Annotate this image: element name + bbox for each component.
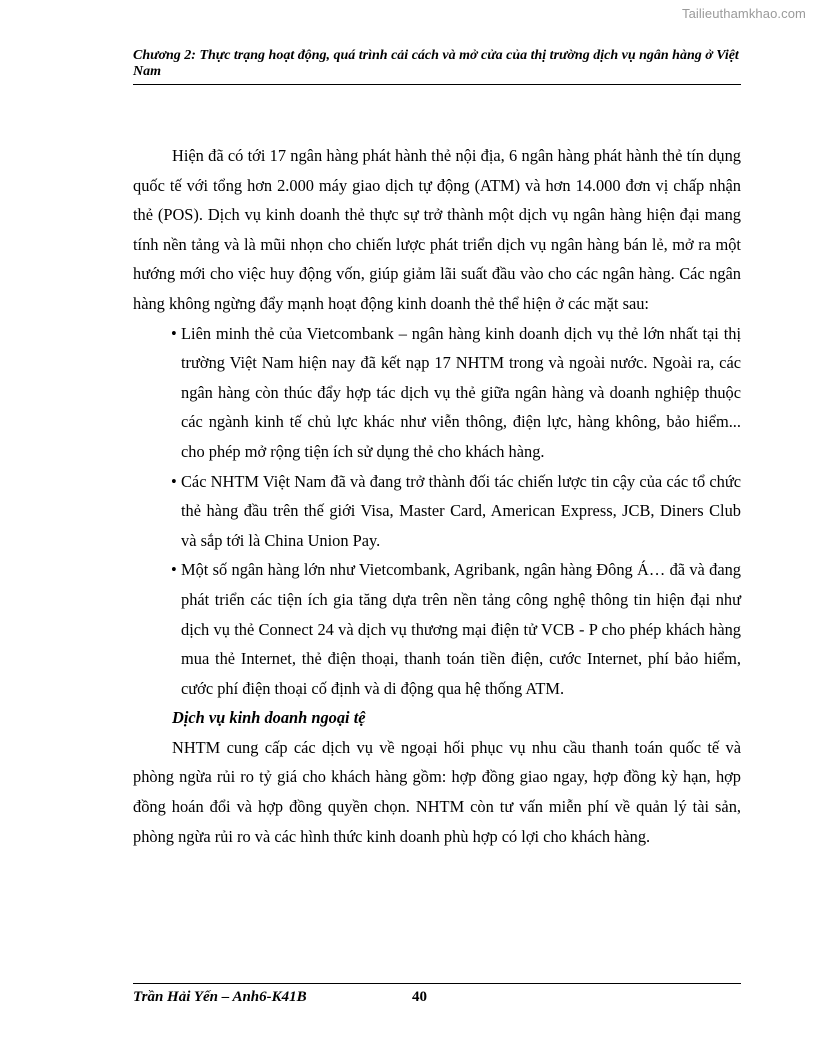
section-subheading: Dịch vụ kinh doanh ngoại tệ	[172, 708, 366, 728]
intro-paragraph: Hiện đã có tới 17 ngân hàng phát hành thẻ nội địa, 6 ngân hàng phát hành thẻ tín dụng quốc tế với tổng hơn 2.000 máy giao dịch tự động (ATM) và hơn 14.000 đơn vị chấp nhận thẻ (POS). Dịch vụ kinh doanh thẻ thực sự trở thành một dịch vụ ngân hàng hiện đại mang tính nền tảng và là mũi nhọn cho chiến lược phát triển dịch vụ ngân hàng bán lẻ, mở ra một hướng mới cho việc huy động vốn, giúp giảm lãi suất đầu vào cho các ngân hàng. Các ngân hàng không ngừng đẩy mạnh hoạt động kinh doanh thẻ thể hiện ở các mặt sau:	[133, 146, 741, 313]
list-item-text: Các NHTM Việt Nam đã và đang trở thành đối tác chiến lược tin cậy của các tổ chức thẻ hàng đầu trên thế giới Visa, Master Card, American Express, JCB, Diners Club và sắp tới là China Union Pay.	[181, 471, 741, 550]
list-item	[133, 319, 741, 467]
list-item	[133, 555, 741, 703]
watermark: Tailieuthamkhao.com	[681, 6, 806, 21]
chapter-header: Chương 2: Thực trạng hoạt động, quá trình cải cách và mở cửa của thị trường dịch vụ ngân hàng ở Việt Nam	[133, 48, 739, 79]
footer-author: Trần Hải Yến – Anh6-K41B	[133, 989, 307, 1005]
list-item-text: Một số ngân hàng lớn như Vietcombank, Agribank, ngân hàng Đông Á… đã và đang phát triển các tiện ích gia tăng dựa trên nền tảng công nghệ thông tin hiện đại như dịch vụ thẻ Connect 24 và dịch vụ thương mại điện tử VCB - P cho phép khách hàng mua thẻ Internet, thẻ điện thoại, thanh toán tiền điện, cước Internet, phí bảo hiểm, cước phí điện thoại cố định và di động qua hệ thống ATM.	[181, 560, 741, 698]
header-divider	[133, 84, 741, 85]
bullet-icon: •	[171, 323, 177, 343]
footer-divider	[133, 983, 741, 984]
bullet-icon: •	[171, 471, 177, 491]
closing-paragraph: NHTM cung cấp các dịch vụ về ngoại hối phục vụ nhu cầu thanh toán quốc tế và phòng ngừa rủi ro tỷ giá cho khách hàng gồm: hợp đồng giao ngay, hợp đồng kỳ hạn, hợp đồng hoán đổi và hợp đồng quyền chọn. NHTM còn tư vấn miễn phí về quản lý tài sản, phòng ngừa rủi ro và các hình thức kinh doanh phù hợp có lợi cho khách hàng.	[133, 737, 741, 846]
list-item-text: Liên minh thẻ của Vietcombank – ngân hàng kinh doanh dịch vụ thẻ lớn nhất tại thị trường Việt Nam hiện nay đã kết nạp 17 NHTM trong và ngoài nước. Ngoài ra, các ngân hàng còn thúc đẩy hợp tác dịch vụ thẻ giữa ngân hàng và doanh nghiệp thuộc các ngành kinh tế chủ lực khác như viễn thông, điện lực, hàng không, bảo hiểm... cho phép mở rộng tiện ích sử dụng thẻ cho khách hàng.	[181, 323, 741, 461]
bullet-icon: •	[171, 560, 177, 580]
page-number: 40	[412, 989, 427, 1005]
page-content	[133, 141, 741, 851]
bullet-list	[133, 319, 741, 704]
list-item	[133, 467, 741, 556]
